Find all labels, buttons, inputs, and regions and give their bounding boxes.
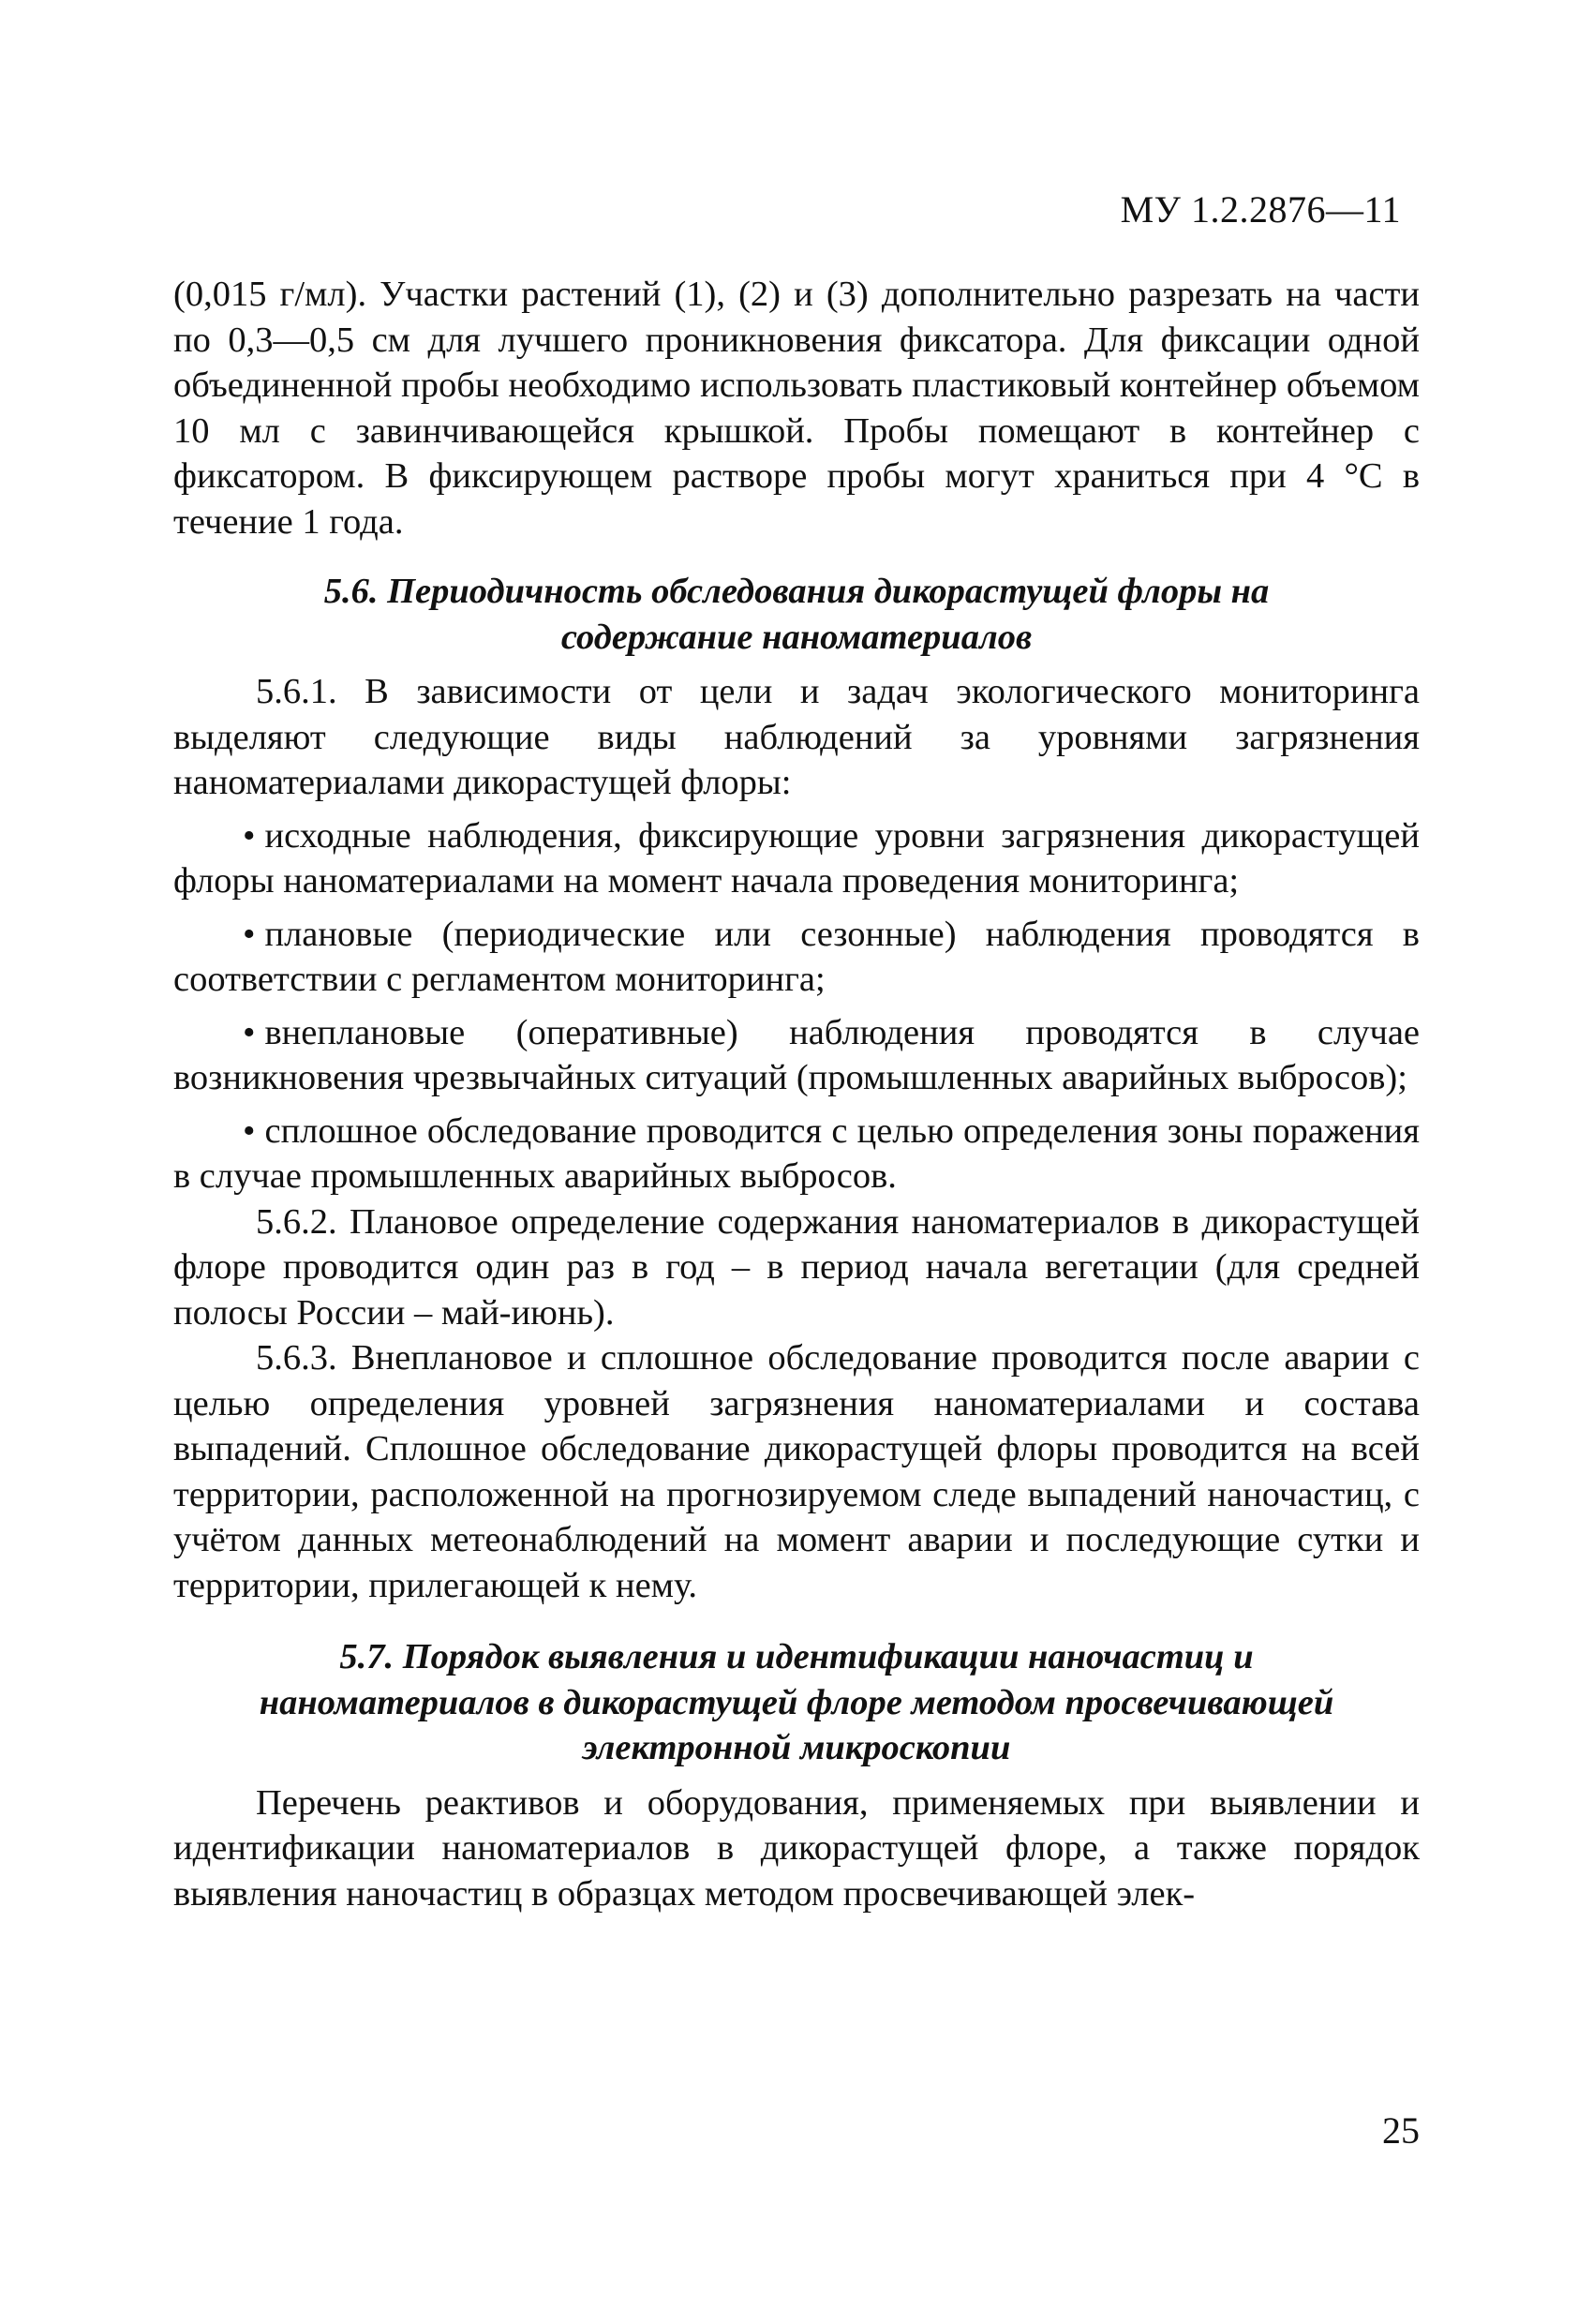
list-item-text: плановые (периодические или сезонные) наблюдения проводятся в соответствии с регламентом мониторинга;	[173, 914, 1420, 999]
bullet-icon: •	[243, 815, 256, 856]
bullet-icon: •	[243, 914, 256, 954]
paragraph-5-7: Перечень реактивов и оборудования, применяемых при выявлении и идентификации наноматериалов в дикорастущей флоре, а также порядок выявления наночастиц в образцах методом просвечивающей элек-	[173, 1782, 1420, 1914]
paragraph-5-6-3: 5.6.3. Внеплановое и сплошное обследование проводится после аварии с целью определения уровней загрязнения наноматериалами и состава выпадений. Сплошное обследование дикорастущей флоры проводится на всей территории, расположенной на прогнозируемом следе выпадений наночастиц, с учётом данных метеонаблюдений на момент аварии и последующие сутки и территории, прилегающей к нему.	[173, 1338, 1420, 1605]
section-5-7-heading-line-3: электронной микроскопии	[582, 1728, 1011, 1767]
list-item	[173, 1109, 1420, 1199]
list-item-text: внеплановые (оперативные) наблюдения проводятся в случае возникновения чрезвычайных ситуаций (промышленных аварийных выбросов);	[173, 1012, 1420, 1097]
paragraph-5-6-2: 5.6.2. Плановое определение содержания наноматериалов в дикорастущей флоре проводится один раз в год – в период начала вегетации (для средней полосы России – май-июнь).	[173, 1201, 1420, 1333]
page-number: 25	[1382, 2109, 1420, 2152]
document-code: МУ 1.2.2876—11	[1120, 188, 1401, 231]
bullet-icon: •	[243, 1110, 256, 1151]
list-item-text: сплошное обследование проводится с целью определения зоны поражения в случае промышленных аварийных выбросов.	[173, 1110, 1420, 1196]
section-5-7-heading-line-1: 5.7. Порядок выявления и идентификации наночастиц и	[339, 1637, 1254, 1676]
section-5-6-heading-line-1: 5.6. Периодичность обследования дикорастущей флоры на	[323, 572, 1270, 611]
list-item	[173, 1010, 1420, 1101]
section-5-7-heading-line-2: наноматериалов в дикорастущей флоре методом просвечивающей	[259, 1682, 1334, 1722]
section-5-6-heading	[173, 569, 1420, 660]
document-body	[173, 272, 1420, 1916]
section-5-7-heading	[173, 1634, 1420, 1771]
document-page	[173, 0, 1420, 2324]
list-item	[173, 813, 1420, 904]
bullet-icon: •	[243, 1012, 256, 1052]
list-item-text: исходные наблюдения, фиксирующие уровни загрязнения дикорастущей флоры наноматериалами на момент начала проведения мониторинга;	[173, 815, 1420, 901]
section-5-6-heading-line-2: содержание наноматериалов	[560, 617, 1033, 657]
intro-paragraph: (0,015 г/мл). Участки растений (1), (2) и (3) дополнительно разрезать на части по 0,3—0,5 см для лучшего проникновения фиксатора. Для фиксации одной объединенной пробы необходимо использовать пластиковый контейнер объемом 10 мл с завинчивающейся крышкой. Пробы помещают в контейнер с фиксатором. В фиксирующем растворе пробы могут храниться при 4 °С в течение 1 года.	[173, 275, 1420, 542]
list-item	[173, 912, 1420, 1003]
paragraph-5-6-1: 5.6.1. В зависимости от цели и задач экологического мониторинга выделяют следующие виды наблюдений за уровнями загрязнения наноматериалами дикорастущей флоры:	[173, 672, 1420, 802]
